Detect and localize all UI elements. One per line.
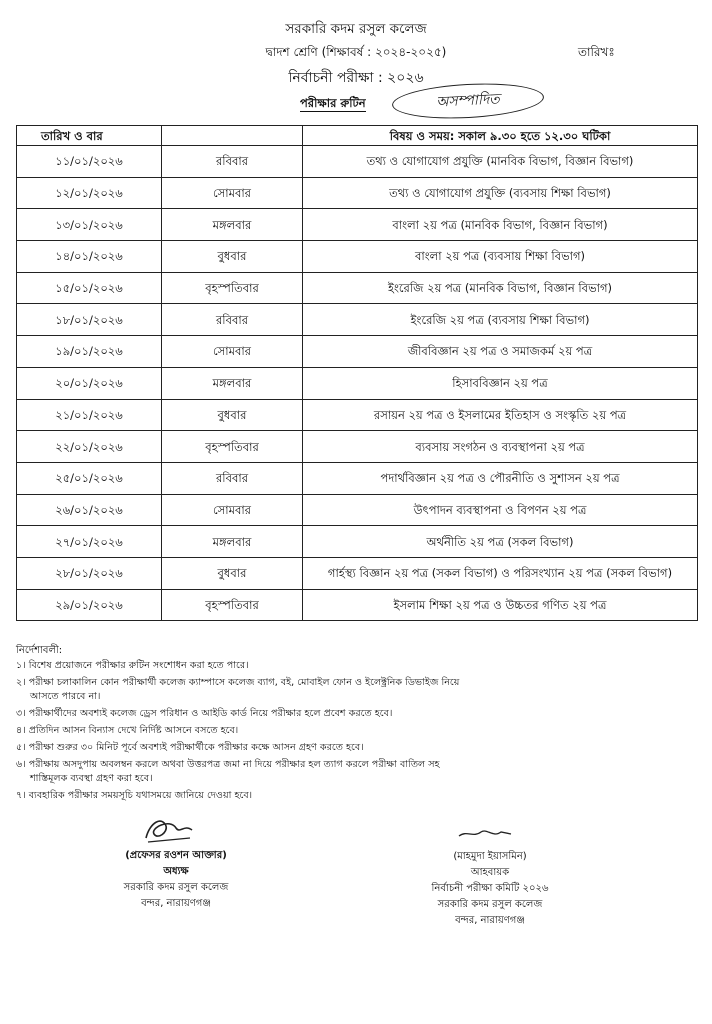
row-subject: রসায়ন ২য় পত্র ও ইসলামের ইতিহাস ও সংস্কৃতি ২য় পত্র (303, 399, 698, 431)
table-row (17, 177, 698, 209)
note-text: ২। পরীক্ষা চলাকালিন কোন পরীক্ষার্থী কলেজ ক্যাম্পাসে কলেজ ব্যাগ, বই, মোবাইল ফোন ও ইলেক্ট্রনিক ডিভাইজ নিয়ে (16, 677, 460, 688)
row-day: সোমবার (162, 336, 303, 368)
table-row (17, 526, 698, 558)
table-row (17, 462, 698, 494)
row-subject: বাংলা ২য় পত্র (মানবিক বিভাগ, বিজ্ঞান বিভাগ) (303, 209, 698, 241)
convener-signature-block (405, 825, 575, 929)
note-text: ৫। পরীক্ষা শুরুর ৩০ মিনিট পূর্বে অবশ্যই পরীক্ষার্থীকে পরীক্ষার কক্ষে আসন গ্রহণ করতে হবে। (16, 742, 364, 753)
table-row (17, 367, 698, 399)
note-item (16, 789, 696, 803)
header-blank (162, 126, 303, 146)
convener-designation: আহবায়ক (470, 867, 510, 878)
routine-title (300, 95, 366, 114)
row-day: মঙ্গলবার (162, 367, 303, 399)
class-session: দ্বাদশ শ্রেণি (শিক্ষাবর্ষ : ২০২৪-২০২৫) (265, 45, 447, 59)
date-label: তারিখঃ (578, 45, 615, 59)
table-row (17, 431, 698, 463)
row-day: রবিবার (162, 304, 303, 336)
routine-table-body (17, 146, 698, 621)
row-subject: বাংলা ২য় পত্র (ব্যবসায় শিক্ষা বিভাগ) (303, 241, 698, 273)
row-date: ১২/০১/২০২৬ (17, 177, 162, 209)
college-name: সরকারি কদম রসুল কলেজ (285, 21, 427, 37)
row-subject: ইংরেজি ২য় পত্র (ব্যবসায় শিক্ষা বিভাগ) (303, 304, 698, 336)
row-subject: উৎপাদন ব্যবস্থাপনা ও বিপণন ২য় পত্র (303, 494, 698, 526)
note-item (16, 758, 696, 786)
note-text: ৩। পরীক্ষার্থীদের অবশ্যই কলেজ ড্রেস পরিধান ও আইডি কার্ড নিয়ে পরীক্ষার হলে প্রবেশ করতে হবে। (16, 708, 393, 719)
note-continuation: শাস্তিমূলক ব্যবস্থা গ্রহণ করা হবে। (30, 773, 153, 784)
row-day: মঙ্গলবার (162, 209, 303, 241)
convener-name: (মাহমুদা ইয়াসমিন) (453, 851, 527, 862)
row-day: রবিবার (162, 462, 303, 494)
row-subject: তথ্য ও যোগাযোগ প্রযুক্তি (মানবিক বিভাগ, বিজ্ঞান বিভাগ) (303, 146, 698, 178)
table-row (17, 241, 698, 273)
note-item (16, 724, 696, 738)
row-day: বুধবার (162, 241, 303, 273)
table-row (17, 336, 698, 368)
header-date-day: তারিখ ও বার (17, 126, 162, 146)
row-day: সোমবার (162, 177, 303, 209)
row-subject: ইসলাম শিক্ষা ২য় পত্র ও উচ্চতর গণিত ২য় পত্র (303, 589, 698, 621)
row-date: ১১/০১/২০২৬ (17, 146, 162, 178)
row-date: ২৫/০১/২০২৬ (17, 462, 162, 494)
row-subject: অর্থনীতি ২য় পত্র (সকল বিভাগ) (303, 526, 698, 558)
row-day: বৃহস্পতিবার (162, 589, 303, 621)
table-row (17, 557, 698, 589)
header-subject-time: বিষয় ও সময়: সকাল ৯.৩০ হতে ১২.৩০ ঘটিকা (303, 126, 698, 146)
note-item (16, 676, 696, 704)
row-date: ২৭/০১/২০২৬ (17, 526, 162, 558)
row-date: ২৬/০১/২০২৬ (17, 494, 162, 526)
principal-signature-block (76, 812, 276, 912)
row-day: মঙ্গলবার (162, 526, 303, 558)
notes-list (16, 659, 696, 806)
row-date: ১৮/০১/২০২৬ (17, 304, 162, 336)
table-row (17, 146, 698, 178)
row-subject: তথ্য ও যোগাযোগ প্রযুক্তি (ব্যবসায় শিক্ষা বিভাগ) (303, 177, 698, 209)
note-text: ১। বিশেষ প্রয়োজনে পরীক্ষার রুটিন সংশোধন করা হতে পারে। (16, 660, 249, 671)
table-row (17, 589, 698, 621)
routine-table (16, 125, 698, 621)
row-day: বৃহস্পতিবার (162, 431, 303, 463)
convener-place: বন্দর, নারায়ণগঞ্জ (455, 915, 525, 926)
note-text: ৬। পরীক্ষায় অসদুপায় অবলম্বন করলে অথবা উত্তরপত্র জমা না দিয়ে পরীক্ষার হল ত্যাগ করলে পরীক্ষা বাতিল সহ (16, 759, 440, 770)
table-row (17, 494, 698, 526)
row-date: ১৯/০১/২০২৬ (17, 336, 162, 368)
row-subject: ব্যবসায় সংগঠন ও ব্যবস্থাপনা ২য় পত্র (303, 431, 698, 463)
principal-org: সরকারি কদম রসুল কলেজ (123, 882, 229, 893)
row-subject: গার্হস্থ্য বিজ্ঞান ২য় পত্র (সকল বিভাগ) ও পরিসংখ্যান ২য় পত্র (সকল বিভাগ) (303, 557, 698, 589)
table-row (17, 304, 698, 336)
row-date: ২২/০১/২০২৬ (17, 431, 162, 463)
principal-designation: অধ্যক্ষ (163, 866, 189, 877)
table-row (17, 399, 698, 431)
row-subject: জীববিজ্ঞান ২য় পত্র ও সমাজকর্ম ২য় পত্র (303, 336, 698, 368)
note-item (16, 659, 696, 673)
row-day: বুধবার (162, 399, 303, 431)
table-header-row (17, 126, 698, 146)
principal-place: বন্দর, নারায়ণগঞ্জ (141, 898, 211, 909)
row-date: ২৮/০১/২০২৬ (17, 557, 162, 589)
note-text: ৪। প্রতিদিন আসন বিন্যাস দেখে নির্দিষ্ট আসনে বসতে হবে। (16, 725, 239, 736)
row-date: ১৪/০১/২০২৬ (17, 241, 162, 273)
row-date: ২৯/০১/২০২৬ (17, 589, 162, 621)
routine-title-text: পরীক্ষার রুটিন (300, 96, 366, 110)
row-day: বৃহস্পতিবার (162, 272, 303, 304)
note-continuation: আসতে পারবে না। (30, 691, 101, 702)
row-date: ১৩/০১/২০২৬ (17, 209, 162, 241)
note-item (16, 707, 696, 721)
convener-committee: নির্বাচনী পরীক্ষা কমিটি ২০২৬ (431, 883, 549, 894)
row-date: ১৫/০১/২০২৬ (17, 272, 162, 304)
row-day: সোমবার (162, 494, 303, 526)
row-subject: ইংরেজি ২য় পত্র (মানবিক বিভাগ, বিজ্ঞান বিভাগ) (303, 272, 698, 304)
convener-org: সরকারি কদম রসুল কলেজ (437, 899, 543, 910)
row-day: বুধবার (162, 557, 303, 589)
row-day: রবিবার (162, 146, 303, 178)
row-subject: হিসাববিজ্ঞান ২য় পত্র (303, 367, 698, 399)
notes-title: নির্দেশাবলী: (16, 645, 63, 656)
principal-name: (প্রফেসর রওশন আক্তার) (125, 850, 227, 861)
table-row (17, 272, 698, 304)
table-row (17, 209, 698, 241)
exam-title: নির্বাচনী পরীক্ষা : ২০২৬ (288, 70, 424, 86)
note-item (16, 741, 696, 755)
row-subject: পদার্থবিজ্ঞান ২য় পত্র ও পৌরনীতি ও সুশাসন ২য় পত্র (303, 462, 698, 494)
row-date: ২১/০১/২০২৬ (17, 399, 162, 431)
note-text: ৭। ব্যবহারিক পরীক্ষার সময়সূচি যথাসময়ে জানিয়ে দেওয়া হবে। (16, 790, 253, 801)
handwritten-draft-mark: অসম্পাদিত (391, 80, 545, 122)
row-date: ২০/০১/২০২৬ (17, 367, 162, 399)
